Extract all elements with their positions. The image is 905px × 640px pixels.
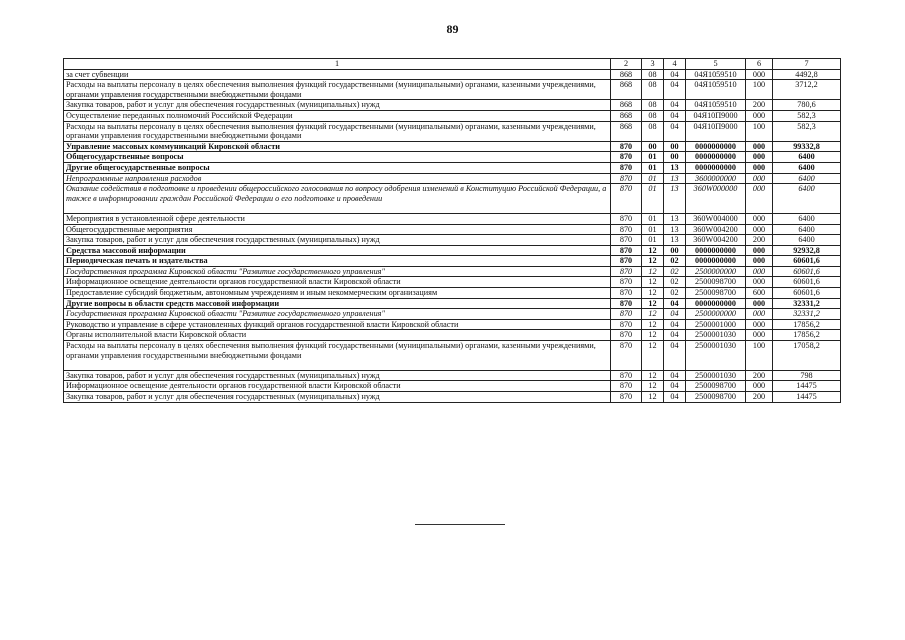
cell-name: Государственная программа Кировской области "Развитие государственного управления": [64, 266, 611, 277]
cell-sum: 60601,6: [773, 256, 841, 267]
cell-sum: 99332,8: [773, 141, 841, 152]
table-row: [64, 330, 841, 341]
cell-sum: 60601,6: [773, 288, 841, 299]
table-row: [64, 298, 841, 309]
cell-sum: 14475: [773, 392, 841, 403]
cell-sum: 6400: [773, 173, 841, 184]
cell-name: Периодическая печать и издательства: [64, 256, 611, 267]
cell-sum: 6400: [773, 235, 841, 246]
cell-vr: 000: [746, 266, 773, 277]
table-row: [64, 121, 841, 141]
cell-csr: 0000000000: [686, 141, 746, 152]
cell-vr: 000: [746, 245, 773, 256]
cell-pr: 00: [664, 152, 686, 163]
cell-name: Закупка товаров, работ и услуг для обеспечения государственных (муниципальных) нужд: [64, 392, 611, 403]
header-col-sum: 7: [773, 59, 841, 70]
cell-ved: 870: [611, 245, 642, 256]
cell-vr: 000: [746, 110, 773, 121]
cell-rz: 12: [642, 298, 664, 309]
cell-name: Закупка товаров, работ и услуг для обеспечения государственных (муниципальных) нужд: [64, 100, 611, 111]
cell-vr: 000: [746, 330, 773, 341]
cell-pr: 13: [664, 235, 686, 246]
cell-vr: 200: [746, 235, 773, 246]
cell-rz: 01: [642, 213, 664, 224]
cell-rz: 12: [642, 245, 664, 256]
cell-ved: 868: [611, 69, 642, 80]
cell-sum: 17856,2: [773, 330, 841, 341]
header-col-vr: 6: [746, 59, 773, 70]
cell-csr: 2500000000: [686, 266, 746, 277]
cell-sum: 60601,6: [773, 277, 841, 288]
table-row: [64, 392, 841, 403]
cell-ved: 870: [611, 213, 642, 224]
table-row: [64, 100, 841, 111]
table-row: [64, 184, 841, 214]
table-row: [64, 381, 841, 392]
cell-rz: 12: [642, 319, 664, 330]
cell-rz: 12: [642, 288, 664, 299]
cell-ved: 870: [611, 298, 642, 309]
cell-vr: 000: [746, 173, 773, 184]
cell-csr: 0000000000: [686, 245, 746, 256]
cell-rz: 12: [642, 256, 664, 267]
cell-csr: 360W004200: [686, 235, 746, 246]
cell-csr: 0000000000: [686, 256, 746, 267]
cell-ved: 870: [611, 256, 642, 267]
cell-sum: 4492,8: [773, 69, 841, 80]
cell-name: Общегосударственные вопросы: [64, 152, 611, 163]
cell-csr: 2500001030: [686, 341, 746, 371]
cell-rz: 08: [642, 69, 664, 80]
table-row: [64, 256, 841, 267]
cell-rz: 08: [642, 80, 664, 100]
cell-csr: 0000000000: [686, 162, 746, 173]
cell-pr: 04: [664, 330, 686, 341]
cell-rz: 01: [642, 224, 664, 235]
table-row: [64, 141, 841, 152]
cell-vr: 100: [746, 341, 773, 371]
cell-sum: 6400: [773, 162, 841, 173]
cell-sum: 32331,2: [773, 298, 841, 309]
cell-sum: 6400: [773, 152, 841, 163]
cell-sum: 17856,2: [773, 319, 841, 330]
cell-csr: 2500001030: [686, 330, 746, 341]
cell-vr: 000: [746, 256, 773, 267]
table-row: [64, 173, 841, 184]
cell-rz: 01: [642, 235, 664, 246]
cell-name: Органы исполнительной власти Кировской области: [64, 330, 611, 341]
cell-name: Управление массовых коммуникаций Кировской области: [64, 141, 611, 152]
cell-sum: 798: [773, 370, 841, 381]
cell-ved: 870: [611, 235, 642, 246]
table-row: [64, 110, 841, 121]
cell-vr: 600: [746, 288, 773, 299]
table-row: [64, 245, 841, 256]
cell-rz: 12: [642, 266, 664, 277]
cell-sum: 582,3: [773, 121, 841, 141]
cell-name: Общегосударственные мероприятия: [64, 224, 611, 235]
cell-sum: 32331,2: [773, 309, 841, 320]
cell-ved: 870: [611, 162, 642, 173]
header-col-csr: 5: [686, 59, 746, 70]
cell-csr: 04Я1059510: [686, 80, 746, 100]
cell-vr: 000: [746, 162, 773, 173]
cell-vr: 100: [746, 121, 773, 141]
table-row: [64, 213, 841, 224]
cell-pr: 13: [664, 224, 686, 235]
cell-name: Расходы на выплаты персоналу в целях обеспечения выполнения функций государственными (муниципальными) органами, казенными учреждениями, органами управления государственными внебюджетными фондами: [64, 121, 611, 141]
cell-vr: 000: [746, 184, 773, 214]
table-row: [64, 80, 841, 100]
cell-rz: 08: [642, 110, 664, 121]
cell-name: Мероприятия в установленной сфере деятельности: [64, 213, 611, 224]
cell-pr: 13: [664, 184, 686, 214]
cell-pr: 04: [664, 341, 686, 371]
cell-sum: 17058,2: [773, 341, 841, 371]
cell-csr: 04Я10П9000: [686, 110, 746, 121]
table-row: [64, 288, 841, 299]
cell-sum: 92932,8: [773, 245, 841, 256]
cell-csr: 04Я1059510: [686, 69, 746, 80]
table-row: [64, 266, 841, 277]
table-body: [64, 69, 841, 402]
cell-pr: 13: [664, 162, 686, 173]
cell-ved: 870: [611, 288, 642, 299]
table-row: [64, 277, 841, 288]
cell-ved: 870: [611, 381, 642, 392]
cell-csr: 2500098700: [686, 381, 746, 392]
cell-rz: 01: [642, 152, 664, 163]
cell-name: Предоставление субсидий бюджетным, автономным учреждениям и иным некоммерческим организациям: [64, 288, 611, 299]
cell-csr: 2500001000: [686, 319, 746, 330]
cell-rz: 12: [642, 277, 664, 288]
cell-rz: 12: [642, 381, 664, 392]
table-row: [64, 152, 841, 163]
cell-name: Средства массовой информации: [64, 245, 611, 256]
cell-pr: 04: [664, 392, 686, 403]
table-row: [64, 370, 841, 381]
cell-sum: 582,3: [773, 110, 841, 121]
cell-rz: 01: [642, 162, 664, 173]
cell-pr: 02: [664, 256, 686, 267]
cell-name: Закупка товаров, работ и услуг для обеспечения государственных (муниципальных) нужд: [64, 235, 611, 246]
cell-csr: 2500098700: [686, 277, 746, 288]
cell-pr: 02: [664, 277, 686, 288]
cell-sum: 3712,2: [773, 80, 841, 100]
cell-csr: 360W004200: [686, 224, 746, 235]
cell-vr: 000: [746, 277, 773, 288]
cell-sum: 780,6: [773, 100, 841, 111]
cell-name: Руководство и управление в сфере установленных функций органов государственной власти Кировской области: [64, 319, 611, 330]
cell-rz: 12: [642, 392, 664, 403]
cell-pr: 00: [664, 141, 686, 152]
cell-ved: 870: [611, 309, 642, 320]
cell-pr: 02: [664, 288, 686, 299]
cell-rz: 12: [642, 330, 664, 341]
cell-ved: 868: [611, 100, 642, 111]
cell-name: Информационное освещение деятельности органов государственной власти Кировской области: [64, 381, 611, 392]
header-col-rz: 3: [642, 59, 664, 70]
cell-csr: 2500001030: [686, 370, 746, 381]
table-row: [64, 69, 841, 80]
bottom-divider: [415, 524, 505, 525]
cell-ved: 870: [611, 224, 642, 235]
cell-pr: 04: [664, 121, 686, 141]
cell-vr: 000: [746, 309, 773, 320]
cell-name: Непрограммные направления расходов: [64, 173, 611, 184]
cell-csr: 0000000000: [686, 152, 746, 163]
table-row: [64, 224, 841, 235]
table-row: [64, 319, 841, 330]
cell-name: Оказание содействия в подготовке и проведении общероссийского голосования по вопросу одобрения изменений в Конституцию Российской Федерации, а также в информировании граждан Российской Федерации о его подготовке и проведении: [64, 184, 611, 214]
cell-name: Другие общегосударственные вопросы: [64, 162, 611, 173]
cell-pr: 04: [664, 298, 686, 309]
cell-sum: 60601,6: [773, 266, 841, 277]
cell-sum: 14475: [773, 381, 841, 392]
cell-pr: 13: [664, 213, 686, 224]
cell-ved: 870: [611, 184, 642, 214]
cell-rz: 08: [642, 100, 664, 111]
cell-ved: 870: [611, 392, 642, 403]
cell-csr: 3600000000: [686, 173, 746, 184]
cell-pr: 04: [664, 381, 686, 392]
cell-csr: 360W000000: [686, 184, 746, 214]
header-col-name: 1: [64, 59, 611, 70]
cell-pr: 04: [664, 69, 686, 80]
header-col-ved: 2: [611, 59, 642, 70]
cell-name: Расходы на выплаты персоналу в целях обеспечения выполнения функций государственными (муниципальными) органами, казенными учреждениями, органами управления государственными внебюджетными фондами: [64, 341, 611, 371]
cell-csr: 360W004000: [686, 213, 746, 224]
header-row: [64, 59, 841, 70]
cell-pr: 04: [664, 100, 686, 111]
cell-sum: 6400: [773, 213, 841, 224]
cell-vr: 200: [746, 392, 773, 403]
table-row: [64, 309, 841, 320]
cell-name: за счет субвенции: [64, 69, 611, 80]
cell-pr: 04: [664, 319, 686, 330]
cell-ved: 870: [611, 330, 642, 341]
cell-name: Расходы на выплаты персоналу в целях обеспечения выполнения функций государственными (муниципальными) органами, казенными учреждениями, органами управления государственными внебюджетными фондами: [64, 80, 611, 100]
cell-vr: 000: [746, 69, 773, 80]
cell-ved: 870: [611, 370, 642, 381]
cell-pr: 00: [664, 245, 686, 256]
cell-vr: 000: [746, 152, 773, 163]
cell-vr: 200: [746, 100, 773, 111]
cell-ved: 870: [611, 319, 642, 330]
cell-vr: 000: [746, 141, 773, 152]
cell-name: Информационное освещение деятельности органов государственной власти Кировской области: [64, 277, 611, 288]
table-row: [64, 235, 841, 246]
cell-pr: 02: [664, 266, 686, 277]
cell-vr: 000: [746, 381, 773, 392]
cell-name: Закупка товаров, работ и услуг для обеспечения государственных (муниципальных) нужд: [64, 370, 611, 381]
cell-ved: 870: [611, 152, 642, 163]
cell-sum: 6400: [773, 224, 841, 235]
cell-name: Осуществление переданных полномочий Российской Федерации: [64, 110, 611, 121]
cell-rz: 08: [642, 121, 664, 141]
page-number: 89: [446, 22, 459, 36]
cell-csr: 04Я10П9000: [686, 121, 746, 141]
table-row: [64, 162, 841, 173]
cell-csr: 04Я1059510: [686, 100, 746, 111]
cell-pr: 04: [664, 370, 686, 381]
cell-rz: 12: [642, 341, 664, 371]
cell-ved: 870: [611, 341, 642, 371]
cell-name: Другие вопросы в области средств массовой информации: [64, 298, 611, 309]
cell-vr: 200: [746, 370, 773, 381]
cell-csr: 2500000000: [686, 309, 746, 320]
cell-name: Государственная программа Кировской области "Развитие государственного управления": [64, 309, 611, 320]
table-row: [64, 341, 841, 371]
cell-ved: 870: [611, 266, 642, 277]
cell-vr: 000: [746, 319, 773, 330]
cell-pr: 04: [664, 80, 686, 100]
cell-rz: 12: [642, 309, 664, 320]
budget-table: [63, 58, 841, 403]
cell-vr: 100: [746, 80, 773, 100]
cell-csr: 0000000000: [686, 298, 746, 309]
cell-ved: 868: [611, 110, 642, 121]
cell-csr: 2500098700: [686, 392, 746, 403]
cell-rz: 00: [642, 141, 664, 152]
cell-pr: 04: [664, 110, 686, 121]
cell-vr: 000: [746, 224, 773, 235]
cell-vr: 000: [746, 298, 773, 309]
cell-rz: 01: [642, 184, 664, 214]
cell-vr: 000: [746, 213, 773, 224]
cell-rz: 01: [642, 173, 664, 184]
cell-csr: 2500098700: [686, 288, 746, 299]
cell-ved: 870: [611, 277, 642, 288]
header-col-pr: 4: [664, 59, 686, 70]
cell-ved: 868: [611, 121, 642, 141]
cell-rz: 12: [642, 370, 664, 381]
cell-pr: 13: [664, 173, 686, 184]
cell-ved: 868: [611, 80, 642, 100]
cell-ved: 870: [611, 141, 642, 152]
cell-ved: 870: [611, 173, 642, 184]
cell-sum: 6400: [773, 184, 841, 214]
cell-pr: 04: [664, 309, 686, 320]
